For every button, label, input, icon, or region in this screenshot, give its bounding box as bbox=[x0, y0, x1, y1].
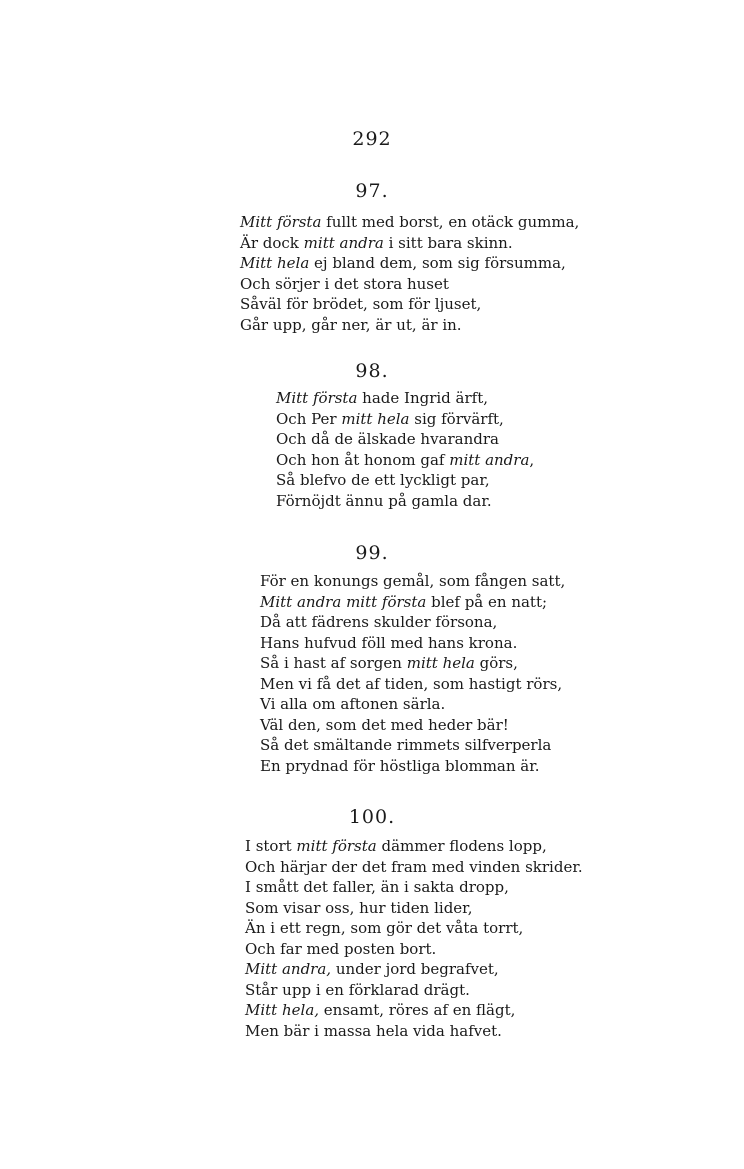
verse-line bbox=[276, 388, 534, 409]
verse-italic-term: mitt andra bbox=[449, 450, 530, 469]
verse-text: ej bland dem, som sig försumma, bbox=[309, 254, 566, 272]
verse-italic-term: Mitt andra mitt första bbox=[260, 592, 427, 611]
verse-text: dämmer flodens lopp, bbox=[376, 837, 547, 855]
verse-line bbox=[260, 694, 565, 715]
verse-text: Och hon åt honom gaf bbox=[276, 450, 450, 469]
riddle-99-verse bbox=[260, 571, 565, 776]
verse-text: Och far med posten bort. bbox=[245, 939, 437, 958]
verse-line bbox=[245, 959, 583, 980]
verse-text: Men bär i massa hela vida hafvet. bbox=[245, 1021, 502, 1040]
verse-line bbox=[240, 274, 579, 295]
verse-text: Väl den, som det med heder bär! bbox=[260, 715, 509, 734]
verse-text: Så i hast af sorgen bbox=[260, 654, 407, 672]
verse-text: Och Per bbox=[276, 409, 342, 428]
verse-text: blef på en natt; bbox=[426, 592, 548, 611]
verse-text: i sitt bara skinn. bbox=[383, 233, 513, 252]
verse-text: sig förvärft, bbox=[409, 409, 504, 428]
verse-italic-term: mitt hela bbox=[341, 409, 410, 428]
verse-line bbox=[276, 491, 534, 512]
riddle-100-verse bbox=[245, 836, 583, 1041]
verse-text: Och då de älskade hvarandra bbox=[276, 430, 499, 448]
verse-text: under jord begrafvet, bbox=[331, 960, 499, 978]
verse-text: Är dock bbox=[240, 233, 304, 252]
verse-text: fullt med borst, en otäck gumma, bbox=[321, 213, 580, 231]
verse-line bbox=[245, 877, 583, 898]
verse-line bbox=[276, 429, 534, 450]
verse-text: Såväl för brödet, som för ljuset, bbox=[240, 295, 482, 313]
verse-text: I smått det faller, än i sakta dropp, bbox=[245, 878, 509, 896]
verse-italic-term: mitt andra bbox=[303, 233, 384, 252]
verse-line bbox=[245, 1000, 583, 1021]
verse-line bbox=[276, 470, 534, 491]
riddle-number-99: 99. bbox=[355, 542, 389, 564]
verse-line bbox=[245, 980, 583, 1001]
verse-line bbox=[260, 592, 565, 613]
riddle-number-100: 100. bbox=[348, 806, 396, 828]
verse-text: I stort bbox=[245, 837, 297, 855]
verse-text: Står upp i en förklarad drägt. bbox=[245, 980, 470, 999]
verse-italic-term: Mitt andra, bbox=[245, 960, 332, 978]
verse-text: hade Ingrid ärft, bbox=[357, 389, 489, 407]
verse-line bbox=[245, 857, 583, 878]
verse-line bbox=[276, 450, 534, 471]
verse-text: Förnöjdt ännu på gamla dar. bbox=[276, 491, 492, 510]
verse-line bbox=[260, 612, 565, 633]
verse-text: Hans hufvud föll med hans krona. bbox=[260, 633, 518, 652]
verse-text: För en konungs gemål, som fången satt, bbox=[260, 572, 566, 590]
verse-line bbox=[260, 674, 565, 695]
verse-text: görs, bbox=[474, 654, 518, 672]
verse-italic-term: mitt hela bbox=[406, 654, 475, 672]
verse-text: Går upp, går ner, är ut, är in. bbox=[240, 315, 462, 334]
verse-text: Och härjar der det fram med vinden skrider. bbox=[245, 857, 583, 876]
verse-line bbox=[260, 756, 565, 777]
verse-text: Som visar oss, hur tiden lider, bbox=[245, 898, 473, 917]
verse-text: Men vi få det af tiden, som hastigt rörs, bbox=[260, 674, 563, 693]
verse-line bbox=[260, 653, 565, 674]
verse-line bbox=[240, 253, 579, 274]
verse-italic-term: Mitt hela bbox=[240, 254, 310, 272]
verse-italic-term: Mitt första bbox=[276, 389, 358, 407]
verse-text: Vi alla om aftonen särla. bbox=[260, 695, 446, 713]
verse-text: Så blefvo de ett lyckligt par, bbox=[276, 471, 490, 489]
verse-line bbox=[245, 1021, 583, 1042]
verse-line bbox=[245, 939, 583, 960]
verse-text: , bbox=[529, 450, 535, 469]
verse-line bbox=[245, 898, 583, 919]
verse-line bbox=[260, 571, 565, 592]
verse-text: Så det smältande rimmets silfverperla bbox=[260, 736, 552, 754]
verse-line bbox=[245, 918, 583, 939]
verse-italic-term: mitt första bbox=[296, 837, 377, 855]
verse-line bbox=[240, 294, 579, 315]
verse-text: En prydnad för höstliga blomman är. bbox=[260, 756, 540, 775]
verse-text: Och sörjer i det stora huset bbox=[240, 274, 449, 293]
verse-line bbox=[276, 409, 534, 430]
verse-text: Än i ett regn, som gör det våta torrt, bbox=[245, 919, 524, 937]
riddle-98-verse bbox=[276, 388, 534, 511]
verse-italic-term: Mitt hela, bbox=[245, 1001, 320, 1019]
verse-text: Då att fädrens skulder försona, bbox=[260, 613, 498, 631]
verse-line bbox=[240, 212, 579, 233]
riddle-97-verse bbox=[240, 212, 579, 335]
verse-line bbox=[260, 735, 565, 756]
verse-line bbox=[260, 715, 565, 736]
verse-italic-term: Mitt första bbox=[240, 213, 322, 231]
verse-text: ensamt, röres af en flägt, bbox=[319, 1001, 516, 1019]
riddle-number-97: 97. bbox=[355, 180, 389, 202]
riddle-number-98: 98. bbox=[355, 360, 389, 382]
verse-line bbox=[260, 633, 565, 654]
verse-line bbox=[245, 836, 583, 857]
verse-line bbox=[240, 233, 579, 254]
page-number: 292 bbox=[352, 128, 392, 150]
verse-line bbox=[240, 315, 579, 336]
